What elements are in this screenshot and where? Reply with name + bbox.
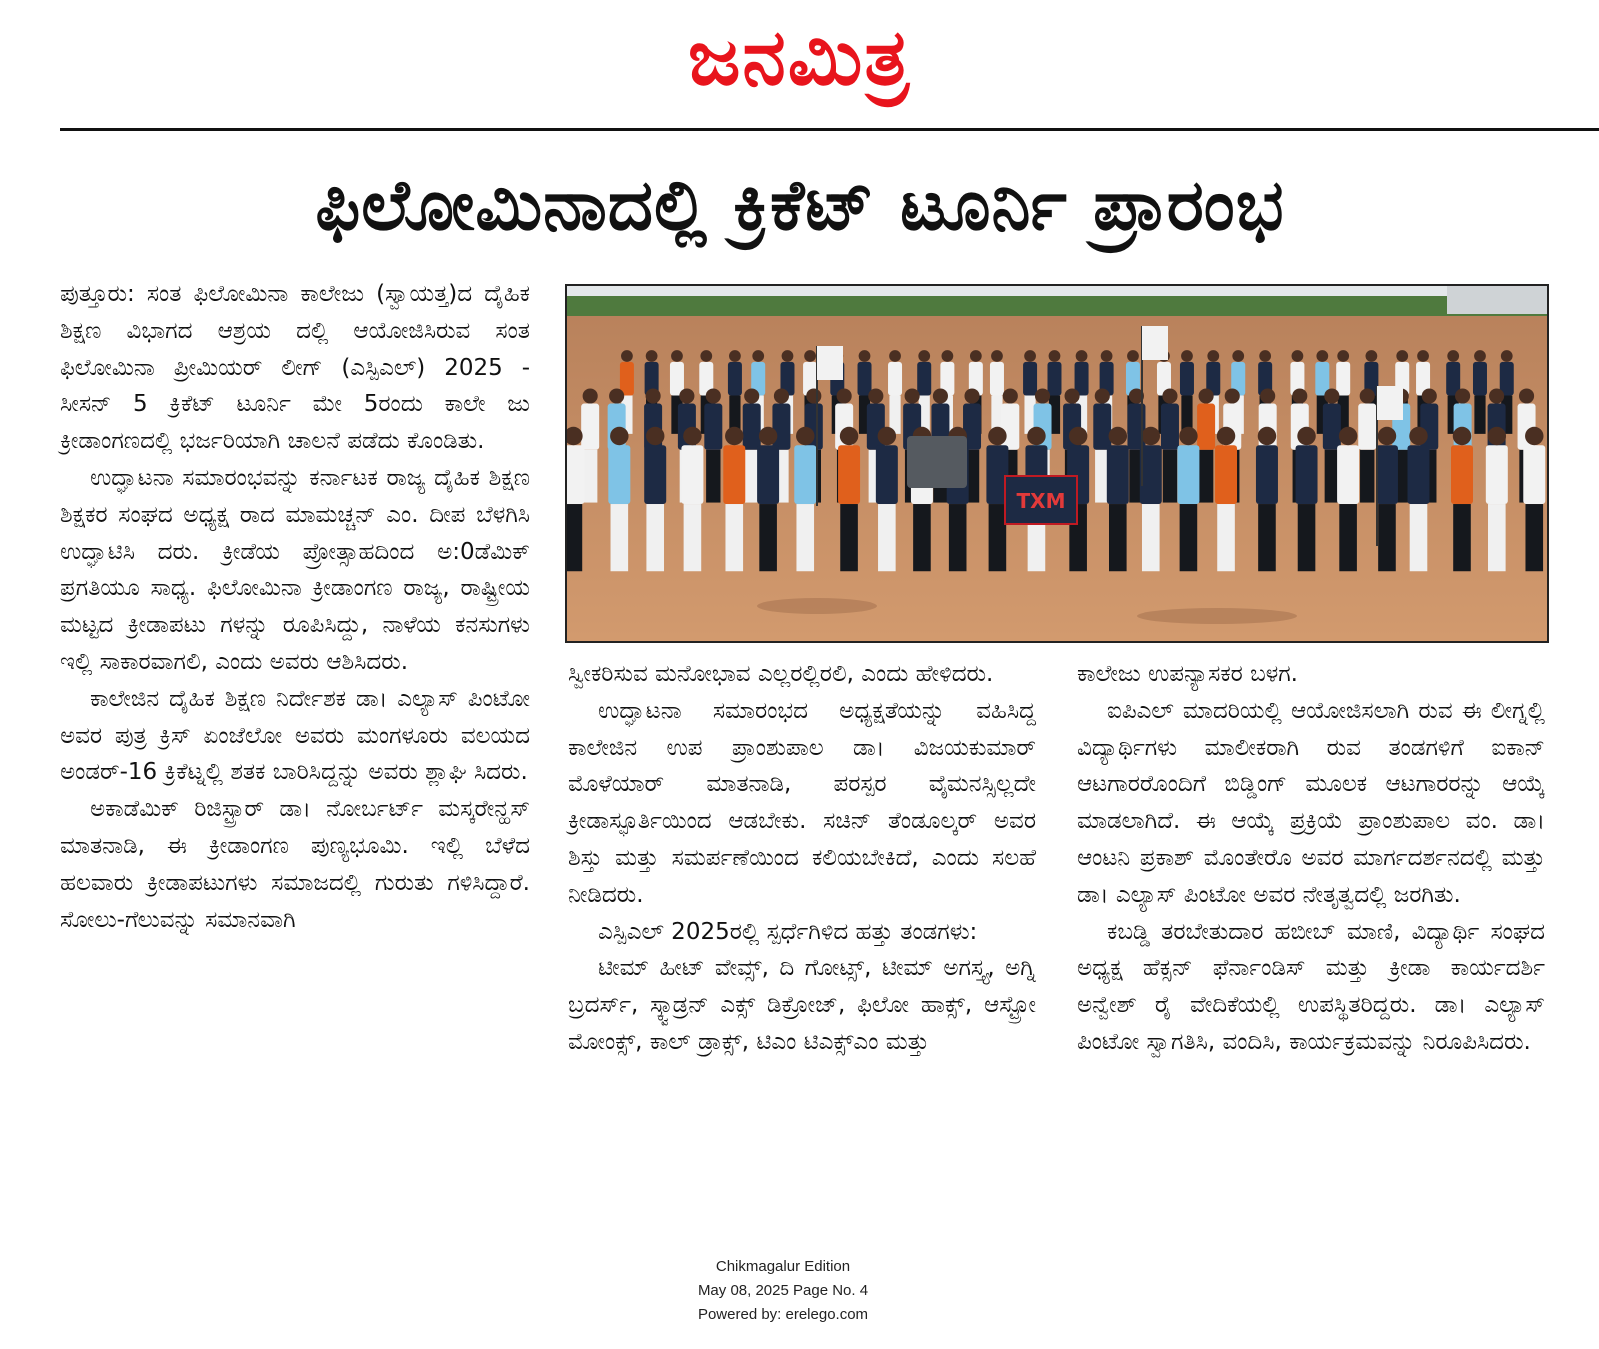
paragraph: ಐಪಿಎಲ್ ಮಾದರಿಯಲ್ಲಿ ಆಯೋಜಿಸಲಾಗಿ ರುವ ಈ ಲೀಗ್ನಲ್ಲಿ ವಿದ್ಯಾರ್ಥಿಗಳು ಮಾಲೀಕರಾಗಿ ರುವ ತಂಡಗಳಿಗೆ ಐಕಾನ್ ಆಟಗಾರರೊಂದಿಗೆ ಬಿಡ್ಡಿಂಗ್ ಮೂಲಕ ಆಟಗಾರರನ್ನು ಆಯ್ಕೆ ಮಾಡಲಾಗಿದೆ. ಈ ಆಯ್ಕೆ ಪ್ರಕ್ರಿಯೆ ಪ್ರಾಂಶುಪಾಲ ವಂ. ಡಾ। ಆಂಟನಿ ಪ್ರಕಾಶ್ ಮೊಂತೇರೊ ಅವರ ಮಾರ್ಗದರ್ಶನದಲ್ಲಿ ಮತ್ತು ಡಾ। ಎಲ್ಯಾಸ್ ಪಿಂಟೋ ಅವರ ನೇತೃತ್ವದಲ್ಲಿ ಜರಗಿತು. — [1077, 697, 1545, 908]
flag — [1142, 326, 1168, 360]
flag — [1377, 386, 1403, 420]
edition-footer — [600, 1255, 966, 1327]
edition-name: Chikmagalur Edition — [715, 1258, 851, 1275]
player-figure — [1451, 427, 1473, 571]
player-figure — [681, 427, 703, 571]
player-figure — [1376, 427, 1398, 571]
player-figure — [728, 350, 742, 434]
article-photo — [565, 284, 1549, 643]
paragraph: ಟೀಮ್ ಹೀಟ್ ವೇವ್ಸ್, ದಿ ಗೋಟ್ಸ್, ಟೀಮ್ ಅಗಸ್ತ್ಯ, ಅಗ್ನಿ ಬ್ರದರ್ಸ್, ಸ್ಕ್ವಾಡ್ರನ್ ಎಕ್ಸ್ ಡಿಕ್ರೋಜ್, ಫಿಲೋ ಹಾಕ್ಸ್, ಆಸ್ಟ್ರೋ ಮೋಂಕ್ಸ್, ಕಾಲ್ ಡ್ರಾಕ್ಸ್, ಟಿಎಂ ಟಿಎಕ್ಸ್ಎಂ ಮತ್ತು — [568, 955, 1036, 1055]
paragraph: ಕಾಲೇಜಿನ ದೈಹಿಕ ಶಿಕ್ಷಣ ನಿರ್ದೇಶಕ ಡಾ। ಎಲ್ಯಾಸ್ ಪಿಂಟೋ ಅವರ ಪುತ್ರ ಕ್ರಿಸ್ ಏಂಜೆಲೋ ಅವರು ಮಂಗಳೂರು ವಲಯದ ಅಂಡರ್-16 ಕ್ರಿಕೆಟ್ನಲ್ಲಿ ಶತಕ ಬಾರಿಸಿದ್ದನ್ನು ಅವರು ಶ್ಲಾಘಿ ಸಿದರು. — [60, 685, 530, 786]
player-figure — [644, 427, 666, 571]
player-figure — [608, 427, 630, 571]
paragraph: ಎಸ್ಪಿಎಲ್ 2025ರಲ್ಲಿ ಸ್ಪರ್ಧೆಗಿಳಿದ ಹತ್ತು ತಂಡಗಳು: — [598, 918, 978, 945]
edition-date: May 08, 2025 Page No. 4 — [697, 1282, 869, 1299]
paragraph: ಸ್ವೀಕರಿಸುವ ಮನೋಭಾವ ಎಲ್ಲರಲ್ಲಿರಲಿ, ಎಂದು ಹೇಳಿದರು. — [568, 661, 994, 687]
article-column-2 — [568, 656, 1036, 1226]
paragraph: ಅಕಾಡೆಮಿಕ್ ರಿಜಿಸ್ಟ್ರಾರ್ ಡಾ। ನೋರ್ಬರ್ಟ್ ಮಸ್ಕರೇನ್ಹಸ್ ಮಾತನಾಡಿ, ಈ ಕ್ರೀಡಾಂಗಣ ಪುಣ್ಯಭೂಮಿ. ಇಲ್ಲಿ ಬೆಳೆದ ಹಲವಾರು ಕ್ರೀಡಾಪಟುಗಳು ಸಮಾಜದಲ್ಲಿ ಗುರುತು ಗಳಿಸಿದ್ದಾರೆ. ಸೋಲು-ಗೆಲುವನ್ನು ಸಮಾನವಾಗಿ — [60, 796, 530, 933]
building — [1447, 286, 1547, 314]
player-figure — [794, 427, 816, 571]
player-figure — [723, 427, 745, 571]
newspaper-logo-title: ಜನಮಿತ್ರ — [688, 13, 911, 103]
tree-line — [567, 296, 1547, 318]
team-lineup-photo — [567, 286, 1547, 641]
article-headline: ಫಿಲೋಮಿನಾದಲ್ಲಿ ಕ್ರಿಕೆಟ್ ಟೂರ್ನಿ ಪ್ರಾರಂಭ — [315, 164, 1285, 246]
paragraph: ಕಬಡ್ಡಿ ತರಬೇತುದಾರ ಹಬೀಬ್ ಮಾಣಿ, ವಿದ್ಯಾರ್ಥಿ ಸಂಘದ ಅಧ್ಯಕ್ಷ ಹೆಕ್ಸನ್ ಫೆರ್ನಾಂಡಿಸ್ ಮತ್ತು ಕ್ರೀಡಾ ಕಾರ್ಯದರ್ಶಿ ಅನ್ವೇಶ್ ರೈ ವೇದಿಕೆಯಲ್ಲಿ ಉಪಸ್ಥಿತರಿದ್ದರು. ಡಾ। ಎಲ್ಯಾಸ್ ಪಿಂಟೋ ಸ್ವಾಗತಿಸಿ, ವಂದಿಸಿ, ಕಾರ್ಯಕ್ರಮವನ್ನು ನಿರೂಪಿಸಿದರು. — [1077, 918, 1545, 1055]
player-figure — [876, 427, 898, 571]
player-figure — [1107, 427, 1129, 571]
masthead-rule — [60, 128, 1599, 131]
team-banner-text: TXM — [1016, 489, 1066, 513]
player-figure — [1296, 427, 1318, 571]
player-figure — [838, 427, 860, 571]
player-figure — [1473, 350, 1487, 434]
masthead — [0, 0, 1599, 118]
player-figure — [757, 427, 779, 571]
player-figure — [1523, 427, 1545, 571]
player-figure — [1407, 427, 1429, 571]
paragraph: ಕಾಲೇಜು ಉಪನ್ಯಾಸಕರ ಬಳಗ. — [1077, 661, 1298, 687]
player-figure — [1215, 427, 1237, 571]
player-figure — [1337, 427, 1359, 571]
player-figure — [1358, 388, 1376, 502]
player-figure — [1197, 388, 1215, 502]
player-figure — [888, 350, 902, 434]
paragraph: ಪುತ್ತೂರು: ಸಂತ ಫಿಲೋಮಿನಾ ಕಾಲೇಜು (ಸ್ವಾಯತ್ತ)ದ ದೈಹಿಕ ಶಿಕ್ಷಣ ವಿಭಾಗದ ಆಶ್ರಯ ದಲ್ಲಿ ಆಯೋಜಿಸಿರುವ ಸಂತ ಫಿಲೋಮಿನಾ ಪ್ರೀಮಿಯರ್ ಲೀಗ್ (ಎಸ್ಪಿಎಲ್) 2025 - ಸೀಸನ್ 5 ಕ್ರಿಕೆಟ್ ಟೂರ್ನಿ ಮೇ 5ರಂದು ಕಾಲೇ ಜು ಕ್ರೀಡಾಂಗಣದಲ್ಲಿ ಭರ್ಜರಿಯಾಗಿ ಚಾಲನೆ ಪಡೆದು ಕೊಂಡಿತು. — [60, 281, 530, 455]
player-figure — [1161, 388, 1179, 502]
player-figure — [1180, 350, 1194, 434]
article-column-1 — [60, 276, 530, 1226]
flag — [817, 346, 843, 380]
paragraph: ಉದ್ಘಾಟನಾ ಸಮಾರಂಭದ ಅಧ್ಯಕ್ಷತೆಯನ್ನು ವಹಿಸಿದ್ದ ಕಾಲೇಜಿನ ಉಪ ಪ್ರಾಂಶುಪಾಲ ಡಾ। ವಿಜಯಕುಮಾರ್ ಮೊಳೆಯಾರ್ ಮಾತನಾಡಿ, ಪರಸ್ಪರ ವೈಮನಸ್ಸಿಲ್ಲದೇ ಕ್ರೀಡಾಸ್ಫೂರ್ತಿಯಿಂದ ಆಡಬೇಕು. ಸಚಿನ್ ತೆಂಡೂಲ್ಕರ್ ಅವರ ಶಿಸ್ತು ಮತ್ತು ಸಮರ್ಪಣೆಯಿಂದ ಕಲಿಯಬೇಕಿದೆ, ಎಂದು ಸಲಹೆ ನೀಡಿದರು. — [568, 697, 1036, 908]
article-column-3 — [1077, 656, 1545, 1226]
player-figure — [1486, 427, 1508, 571]
player-figure — [1140, 427, 1162, 571]
team-banner-left — [907, 436, 967, 488]
paragraph: ಉದ್ಘಾಟನಾ ಸಮಾರಂಭವನ್ನು ಕರ್ನಾಟಕ ರಾಜ್ಯ ದೈಹಿಕ ಶಿಕ್ಷಣ ಶಿಕ್ಷಕರ ಸಂಘದ ಅಧ್ಯಕ್ಷ ರಾದ ಮಾಮಚ್ಚನ್ ಎಂ. ದೀಪ ಬೆಳಗಿಸಿ ಉದ್ಘಾಟಿಸಿ ದರು. ಕ್ರೀಡೆಯ ಪ್ರೋತ್ಸಾಹದಿಂದ ಅ:0ಡೆಮಿಕ್ ಪ್ರಗತಿಯೂ ಸಾಧ್ಯ. ಫಿಲೋಮಿನಾ ಕ್ರೀಡಾಂಗಣ ರಾಜ್ಯ, ರಾಷ್ಟ್ರೀಯ ಮಟ್ಟದ ಕ್ರೀಡಾಪಟು ಗಳನ್ನು ರೂಪಿಸಿದ್ದು, ನಾಳೆಯ ಕನಸುಗಳು ಇಲ್ಲಿ ಸಾಕಾರವಾಗಲಿ, ಎಂದು ಅವರು ಆಶಿಸಿದರು. — [60, 464, 530, 675]
player-figure — [1256, 427, 1278, 571]
powered-by: Powered by: erelego.com — [697, 1306, 869, 1323]
player-figure — [1177, 427, 1199, 571]
player-figure — [704, 388, 722, 502]
player-figure — [567, 427, 584, 571]
